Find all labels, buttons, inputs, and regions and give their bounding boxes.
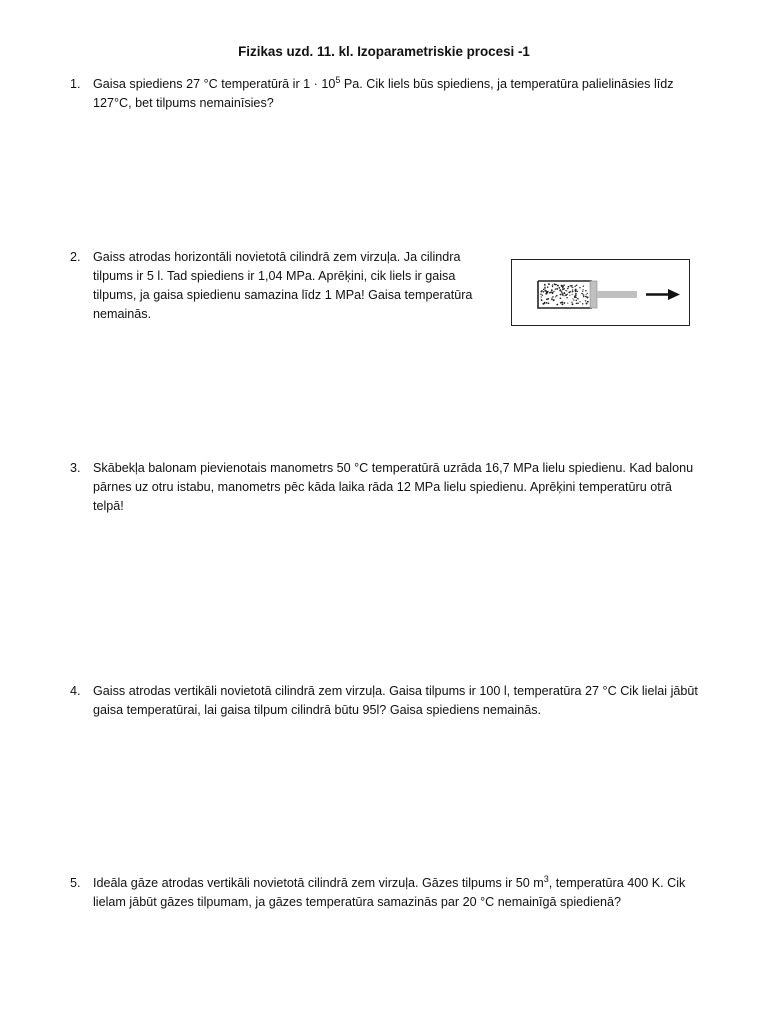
question-4 <box>70 682 698 720</box>
gas-particle <box>552 292 554 294</box>
gas-particle <box>553 291 554 292</box>
gas-particle <box>577 302 579 304</box>
gas-particle <box>544 303 545 304</box>
text-segment: Pa. Cik liels būs spiediens, ja temperatūra palielināsies līdz <box>340 77 674 91</box>
gas-particle <box>562 287 564 289</box>
question-line: tilpums, ja gaisa spiedienu samazina līdz 1 MPa! Gaisa temperatūra <box>93 288 473 302</box>
question-line: tilpums ir 5 l. Tad spiediens ir 1,04 MPa. Aprēķini, cik liels ir gaisa <box>93 269 456 283</box>
piston-rod <box>597 291 637 298</box>
gas-particle <box>555 288 557 290</box>
gas-particle <box>587 297 588 298</box>
question-line <box>93 75 674 94</box>
gas-particle <box>577 291 578 292</box>
gas-particle <box>544 288 545 289</box>
gas-particle <box>559 290 561 292</box>
text-segment: Ideāla gāze atrodas vertikāli novietotā cilindrā zem virzuļa. Gāzes tilpums ir 50 m <box>93 876 544 890</box>
superscript-exponent: 5 <box>335 75 341 85</box>
gas-particle <box>541 300 542 301</box>
gas-particle <box>579 301 580 302</box>
gas-particle <box>583 294 584 295</box>
gas-particle <box>562 293 563 294</box>
gas-particle <box>543 289 545 291</box>
gas-particle <box>547 291 549 293</box>
gas-particle <box>573 300 574 301</box>
gas-particle <box>576 303 578 305</box>
question-text <box>93 874 685 912</box>
question-number: 3. <box>70 461 81 475</box>
question-line: gaisa temperatūrai, lai gaisa tilpum cilindrā būtu 95l? Gaisa spiediens nemainās. <box>93 703 542 717</box>
gas-particle <box>570 285 571 286</box>
gas-particle <box>540 293 542 295</box>
gas-particle <box>572 291 574 293</box>
gas-particle <box>586 294 587 295</box>
gas-particle <box>548 283 550 285</box>
question-line: pārnes uz otru istabu, manometrs pēc kāda laika rāda 12 MPa lielu spiedienu. Aprēķini temperatūru otrā <box>93 480 672 494</box>
question-number: 2. <box>70 250 81 264</box>
text-segment: Gaisa spiediens 27 °C temperatūrā ir 1 · 10 <box>93 77 336 91</box>
gas-particles <box>540 283 588 305</box>
gas-particle <box>545 291 546 292</box>
gas-particle <box>577 298 578 299</box>
gas-particle <box>540 291 542 293</box>
gas-particle <box>565 294 567 296</box>
gas-particle <box>579 287 580 288</box>
gas-particle <box>582 291 583 292</box>
gas-particle <box>552 286 553 287</box>
gas-particle <box>576 285 577 286</box>
gas-particle <box>560 297 562 299</box>
gas-particle <box>575 294 577 296</box>
gas-particle <box>560 302 562 304</box>
gas-particle <box>552 284 553 285</box>
gas-particle <box>558 287 560 289</box>
piston-cylinder-diagram-icon <box>512 260 691 327</box>
question-1 <box>70 75 674 113</box>
gas-particle <box>561 285 563 287</box>
gas-particle <box>554 283 556 285</box>
gas-particle <box>572 303 574 305</box>
gas-particle <box>567 303 568 304</box>
text-segment: , temperatūra 400 K. Cik <box>548 876 686 890</box>
question-line: Skābekļa balonam pievienotais manometrs 50 °C temperatūrā uzrāda 16,7 MPa lielu spiedienu. Kad balonu <box>93 461 694 475</box>
page-title: Fizikas uzd. 11. kl. Izoparametriskie procesi -1 <box>238 44 530 59</box>
gas-particle <box>572 287 573 288</box>
gas-particle <box>572 294 573 295</box>
gas-particle <box>551 299 552 300</box>
gas-particle <box>546 290 547 291</box>
gas-particle <box>587 301 589 303</box>
gas-particle <box>571 286 572 287</box>
gas-particle <box>581 293 582 294</box>
gas-particle <box>570 291 571 292</box>
gas-particle <box>546 302 548 304</box>
gas-particle <box>551 297 552 298</box>
gas-particle <box>562 288 564 290</box>
gas-particle <box>585 300 586 301</box>
piston-cylinder-figure <box>511 259 690 326</box>
gas-particle <box>560 294 562 296</box>
gas-particle <box>572 289 573 290</box>
gas-particle <box>565 290 566 291</box>
gas-particle <box>552 296 553 297</box>
gas-particle <box>548 302 550 304</box>
gas-particle <box>563 295 564 296</box>
gas-particle <box>556 304 558 306</box>
question-5 <box>70 874 685 912</box>
gas-particle <box>583 296 584 297</box>
question-number: 1. <box>70 77 81 91</box>
gas-particle <box>544 285 545 286</box>
gas-particle <box>567 288 569 290</box>
gas-particle <box>551 289 553 291</box>
arrow-right-icon <box>668 289 680 300</box>
question-number: 4. <box>70 684 81 698</box>
question-line: 127°C, bet tilpums nemainīsies? <box>93 96 274 110</box>
question-text <box>93 459 693 516</box>
question-text <box>93 75 674 113</box>
gas-particle <box>566 297 567 298</box>
gas-particle <box>583 285 584 286</box>
gas-particle <box>583 289 584 290</box>
gas-particle <box>575 290 576 291</box>
gas-particle <box>571 302 572 303</box>
gas-particle <box>556 295 558 297</box>
question-text <box>93 248 472 324</box>
question-3 <box>70 459 693 516</box>
gas-particle <box>568 286 570 288</box>
gas-particle <box>555 296 556 297</box>
gas-particle <box>556 288 558 290</box>
gas-particle <box>551 292 552 293</box>
gas-particle <box>572 298 573 299</box>
gas-particle <box>562 294 564 296</box>
gas-particle <box>586 303 588 305</box>
gas-particle <box>546 298 548 300</box>
superscript-exponent: 3 <box>543 874 549 884</box>
question-2 <box>70 248 472 324</box>
gas-particle <box>564 302 566 304</box>
gas-particle <box>562 303 564 305</box>
gas-particle <box>562 302 563 303</box>
question-line: lielam jābūt gāzes tilpumam, ja gāzes temperatūra samazinās par 20 °C nemainīgā spiedienā? <box>93 895 621 909</box>
gas-particle <box>564 293 566 295</box>
gas-particle <box>587 293 588 294</box>
gas-particle <box>585 290 587 292</box>
question-line <box>93 874 685 893</box>
gas-particle <box>567 294 568 295</box>
gas-particle <box>557 285 559 287</box>
gas-particle <box>553 299 555 301</box>
gas-particle <box>542 295 543 296</box>
gas-particle <box>561 291 563 293</box>
gas-particle <box>574 285 576 287</box>
gas-particle <box>541 296 542 297</box>
gas-particle <box>576 300 578 302</box>
gas-particle <box>585 296 586 297</box>
gas-particle <box>575 293 577 295</box>
question-text <box>93 682 698 720</box>
question-number: 5. <box>70 876 81 890</box>
gas-particle <box>569 295 570 296</box>
question-line: Gaiss atrodas horizontāli novietotā cilindrā zem virzuļa. Ja cilindra <box>93 250 461 264</box>
question-line: telpā! <box>93 499 124 513</box>
gas-particle <box>545 293 546 294</box>
question-line: nemainās. <box>93 307 152 321</box>
gas-particle <box>571 285 573 287</box>
piston-head <box>590 281 597 308</box>
gas-particle <box>582 303 583 304</box>
gas-particle <box>547 286 548 287</box>
gas-particle <box>556 284 557 285</box>
gas-particle <box>563 285 564 286</box>
gas-particle <box>543 291 545 293</box>
question-line: Gaiss atrodas vertikāli novietotā cilindrā zem virzuļa. Gaisa tilpums ir 100 l, temperatūra 27 °C Cik lielai jābūt <box>93 684 698 698</box>
